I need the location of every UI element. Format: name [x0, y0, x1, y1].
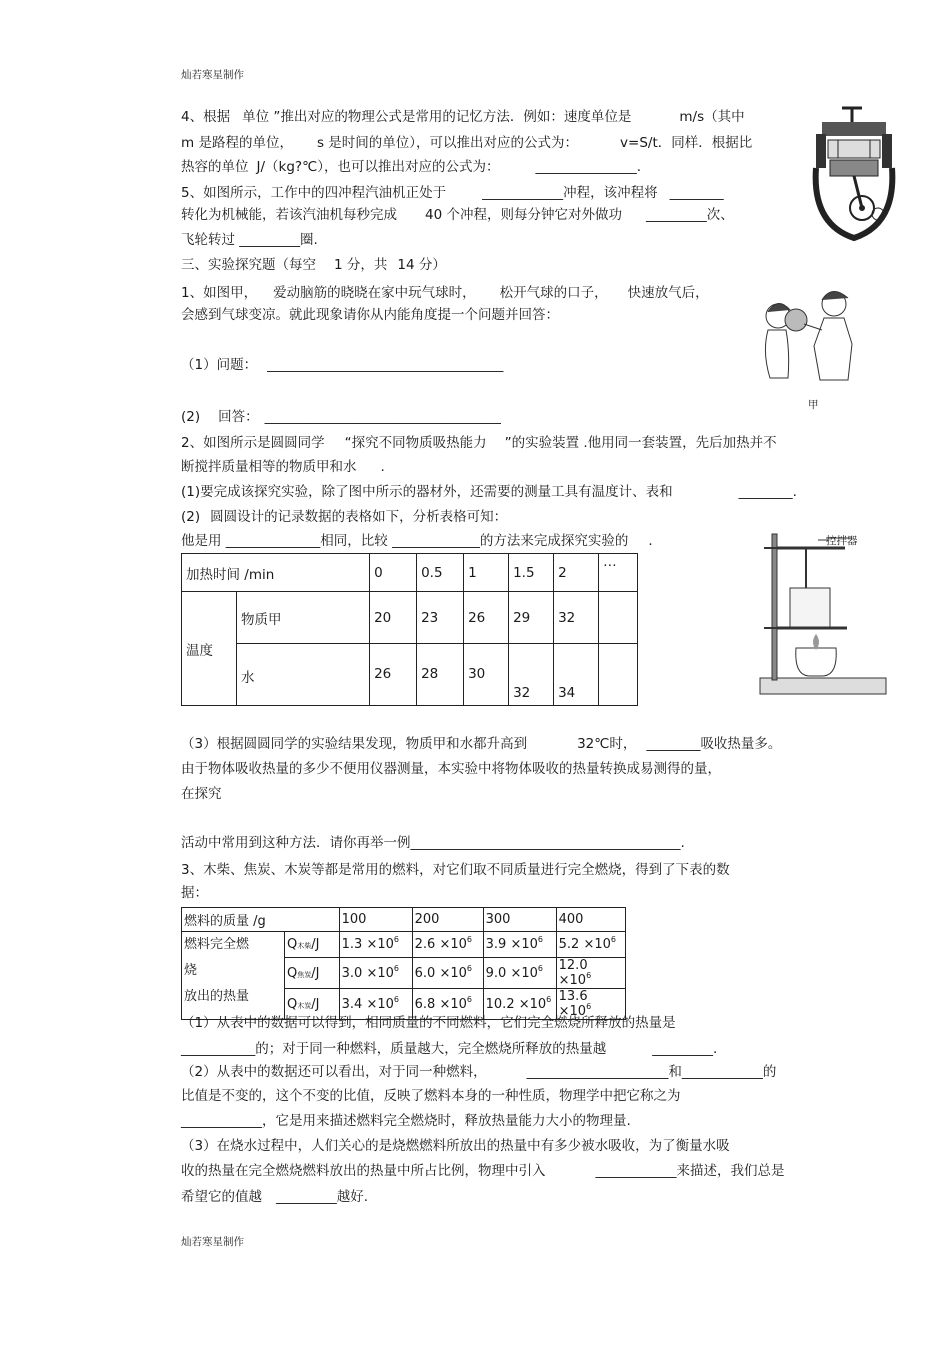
e3-line1: 3、木柴、焦炭、木炭等都是常用的燃料，对它们取不同质量进行完全燃烧，得到了下表的数: [181, 862, 730, 878]
e1-answer: (2) 回答： ___________________________________: [181, 409, 501, 425]
engine-cylinder-figure: [808, 104, 900, 244]
e3-line2: 据：: [181, 885, 208, 901]
q4-line3: 热容的单位 J/（kg?℃），也可以推出对应的公式为： _______________.: [181, 159, 642, 175]
mass-cell: 400: [556, 908, 625, 932]
temp-label: 温度: [182, 592, 237, 706]
fuel-heat-table: [181, 907, 626, 1020]
page-header: 灿若寒星制作: [181, 69, 244, 81]
page-footer: 灿若寒星制作: [181, 1236, 244, 1248]
e2-line4: (2) 圆圆设计的记录数据的表格如下，分析表格可知：: [181, 509, 508, 525]
time-cell: 1: [464, 554, 509, 592]
data-cell: 23: [417, 592, 464, 644]
time-cell: 0.5: [417, 554, 464, 592]
e2-line5: 他是用 ______________相同，比较 _____________的方法来完成探究实验的 .: [181, 533, 653, 549]
heat-cell: $1.3 \times 10^6$: [339, 932, 412, 958]
mass-cell: 100: [339, 908, 412, 932]
data-cell: 29: [509, 592, 554, 644]
mass-cell: 200: [412, 908, 483, 932]
e2-line6: （3）根据圆圆同学的实验结果发现，物质甲和水都升高到 32℃时， ________吸收热量多。: [181, 736, 782, 752]
e2-line3: (1)要完成该探究实验，除了图中所示的器材外，还需要的测量工具有温度计、表和 ________.: [181, 484, 797, 500]
row-label-substance: 物质甲: [237, 592, 370, 644]
data-cell-empty: [599, 592, 638, 644]
time-cell: 2: [554, 554, 599, 592]
e3-part3b: 收的热量在完全燃烧燃料放出的热量中所占比例，物理中引入 ____________来描述，我们总是: [181, 1163, 785, 1179]
heat-cell: $6.0 \times 10^6$: [412, 958, 483, 989]
e3-part1b: ___________的；对于同一种燃料，质量越大，完全燃烧所释放的热量越 _________.: [181, 1041, 718, 1057]
mass-cell: 300: [483, 908, 556, 932]
e3-part3c: 希望它的值越 _________越好.: [181, 1189, 369, 1205]
data-cell: 30: [464, 644, 509, 706]
e1-line2: 会感到气球变凉。就此现象请你从内能角度提一个问题并回答：: [181, 307, 559, 323]
q-label-coke: Q焦炭/J: [285, 958, 340, 989]
q-label-charcoal: Q木炭/J: [285, 989, 340, 1020]
e2-line7: 由于物体吸收热量的多少不便用仪器测量，本实验中将物体吸收的热量转换成易测得的量，: [181, 761, 721, 777]
heat-label: 燃料完全燃 烧 放出的热量: [182, 932, 285, 1020]
data-cell: 26: [464, 592, 509, 644]
e3-part2a: （2）从表中的数据还可以看出，对于同一种燃料， _____________________和____________的: [181, 1064, 777, 1080]
heating-data-table: [181, 553, 638, 706]
stirrer-label: 控拌器: [826, 535, 858, 547]
time-cell: 1.5: [509, 554, 554, 592]
e2-line2: 断搅拌质量相等的物质甲和水 .: [181, 459, 385, 475]
section-heading: 三、实验探究题（每空 1 分，共 14 分）: [181, 257, 446, 273]
e2-line8: 在探究: [181, 786, 222, 802]
heat-cell: $9.0 \times 10^6$: [483, 958, 556, 989]
heat-cell: $10.2 \times 10^6$: [483, 989, 556, 1020]
q5-line3: 飞轮转过 _________圈.: [181, 232, 318, 248]
heat-cell: $12.0 \times 10^6$: [556, 958, 625, 989]
data-cell: 28: [417, 644, 464, 706]
e1-line1: 1、如图甲， 爱动脑筋的晓晓在家中玩气球时， 松开气球的口子， 快速放气后，: [181, 285, 709, 301]
e3-part3a: （3）在烧水过程中，人们关心的是烧燃燃料所放出的热量中有多少被水吸收，为了衡量水吸: [181, 1138, 730, 1154]
heat-cell: $5.2 \times 10^6$: [556, 932, 625, 958]
row-label-water: 水: [237, 644, 370, 706]
e3-part2b: 比值是不变的，这个不变的比值，反映了燃料本身的一种性质，物理学中把它称之为: [181, 1088, 681, 1104]
heat-cell: $3.0 \times 10^6$: [339, 958, 412, 989]
e3-part1a: （1）从表中的数据可以得到，相同质量的不同燃料，它们完全燃烧所释放的热量是: [181, 1015, 676, 1031]
time-cell: 0: [370, 554, 417, 592]
time-cell: …: [599, 554, 638, 592]
heat-cell: $13.6 \times 10^6$: [556, 989, 625, 1020]
data-cell: 26: [370, 644, 417, 706]
heat-cell: $3.4 \times 10^6$: [339, 989, 412, 1020]
q5-line2: 转化为机械能，若该汽油机每秒完成 40 个冲程，则每分钟它对外做功 _________次、: [181, 207, 734, 223]
q-label-wood: Q木柴/J: [285, 932, 340, 958]
e3-part2c: ____________，它是用来描述燃料完全燃烧时，释放热量能力大小的物理量.: [181, 1113, 631, 1129]
e1-question1: （1）问题： ___________________________________: [181, 357, 504, 373]
data-cell: 32: [509, 644, 554, 706]
mass-header: 燃料的质量 /g: [182, 908, 340, 932]
q4-line1: 4、根据 单位 ”推出对应的物理公式是常用的记忆方法．例如：速度单位是 m/s（其中: [181, 109, 745, 125]
q5-line1: 5、如图所示，工作中的四冲程汽油机正处于 ____________冲程，该冲程将 ________: [181, 185, 724, 201]
balloon-children-figure: [760, 282, 860, 412]
e2-line1: 2、如图所示是圆圆同学 “探究不同物质吸热能力 ”的实验装置 .他用同一套装置，先后加热并不: [181, 435, 777, 451]
time-header: 加热时间 /min: [182, 554, 370, 592]
data-cell: 34: [554, 644, 599, 706]
q4-line2: m 是路程的单位， s 是时间的单位），可以推出对应的公式为： v=S/t．同样．根据比: [181, 135, 753, 151]
heating-apparatus-figure: [756, 528, 890, 704]
data-cell-empty: [599, 644, 638, 706]
heat-cell: $6.8 \times 10^6$: [412, 989, 483, 1020]
heat-cell: $2.6 \times 10^6$: [412, 932, 483, 958]
data-cell: 20: [370, 592, 417, 644]
figure-label-jia: 甲: [808, 399, 819, 411]
heat-cell: $3.9 \times 10^6$: [483, 932, 556, 958]
data-cell: 32: [554, 592, 599, 644]
e2-line9: 活动中常用到这种方法．请你再举一例________________________________________.: [181, 835, 685, 851]
